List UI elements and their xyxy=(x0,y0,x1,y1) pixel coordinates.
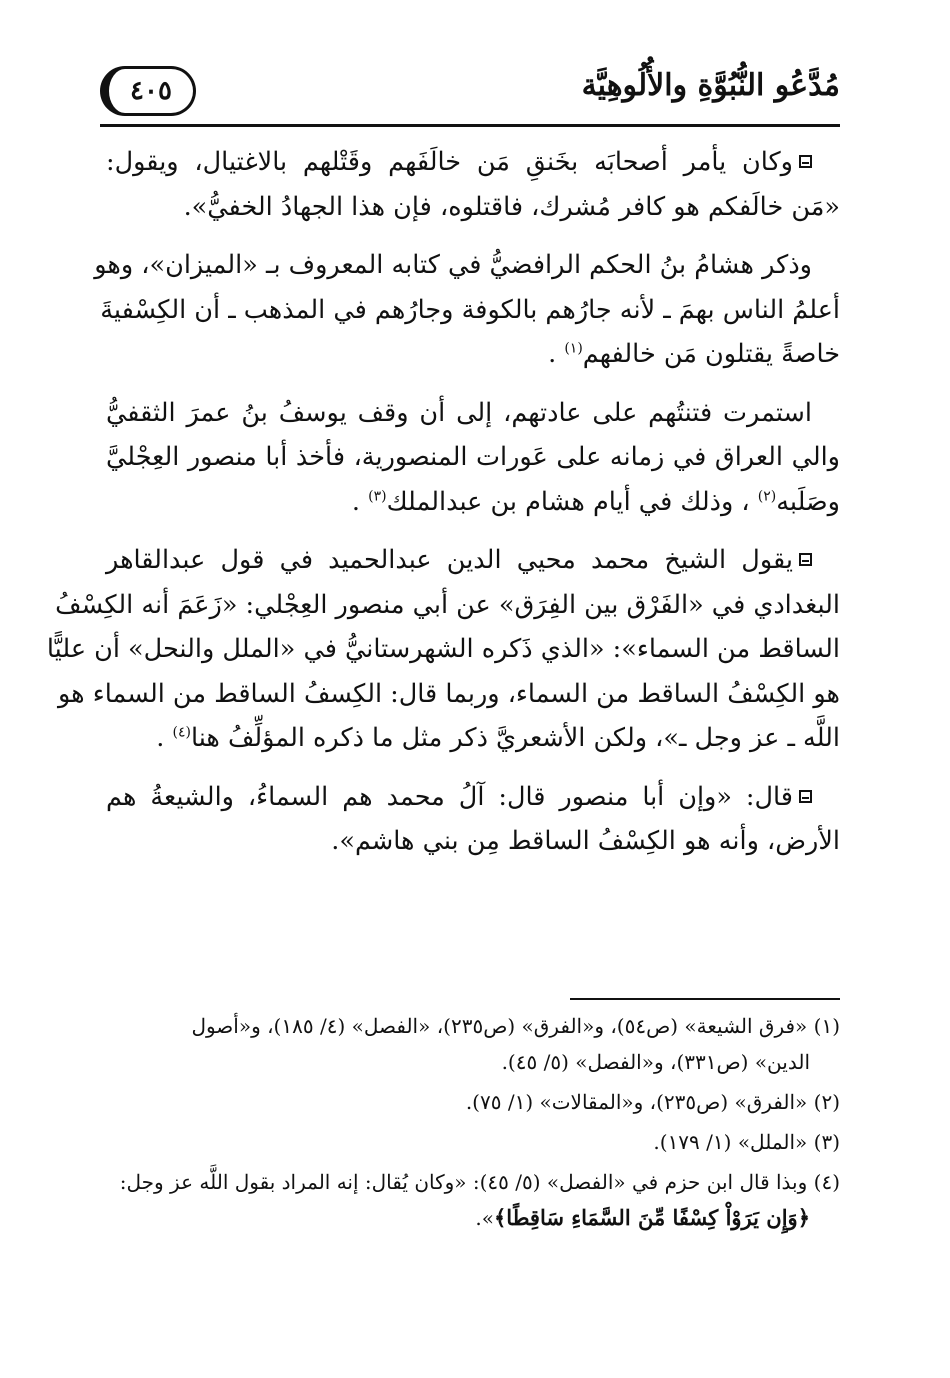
paragraph-2-line-3: خاصةً يقتلون مَن خالفهم xyxy=(582,339,840,369)
bullet-box-icon xyxy=(799,155,812,168)
paragraph-2 xyxy=(94,243,840,377)
paragraph-4-end: . xyxy=(156,723,165,753)
paragraph-2-end: . xyxy=(548,339,557,369)
paragraph-4-line-3: الساقط من السماء»: «الذي ذَكره الشهرستانيُّ في «الملل والنحل» أن عليًّا xyxy=(46,634,840,664)
paragraph-4-line-4: هو الكِسْفُ الساقط من السماء، وربما قال: الكِسفُ الساقط من السماء هو xyxy=(58,678,840,709)
paragraph-4-line-1: يقول الشيخ محمد محيي الدين عبدالحميد في قول عبدالقاهر xyxy=(106,545,793,575)
footnotes xyxy=(106,1008,840,1240)
paragraph-5-line-2: الأرض، وأنه هو الكِسْفُ الساقط مِن بني هاشم». xyxy=(331,826,840,856)
paragraph-5-line-1: قال: «وإن أبا منصور قال: آلُ محمد هم السماءُ، والشيعةُ هم xyxy=(106,781,793,812)
running-title: مُدَّعُو النُّبُوَّةِ والأُلُوهِيَّة xyxy=(581,68,840,103)
page-number: ٤٠٥ xyxy=(100,66,196,116)
footnote-3-line-1: (٣) «الملل» (١/ ١٧٩). xyxy=(653,1130,840,1154)
footnote-1-line-2: الدين» (ص٣٣١)، و«الفصل» (٥/ ٤٥). xyxy=(501,1050,810,1074)
page-header xyxy=(100,60,840,128)
quran-verse: ﴿وَإِن يَرَوْاْ كِسْفًا مِّنَ السَّمَاءِ سَاقِطًا﴾ xyxy=(494,1205,810,1230)
paragraph-3-line-1: استمرت فتنتُهم على عادتهم، إلى أن وقف يوسفُ بنُ عمرَ الثقفيُّ xyxy=(106,397,812,428)
paragraph-4-line-5: اللَّه ـ عز وجل ـ»، ولكن الأشعريَّ ذكر مثل ما ذكره المؤلِّفُ هنا xyxy=(190,723,840,753)
paragraph-1 xyxy=(106,140,840,229)
footnote-ref-1[interactable]: (١) xyxy=(564,340,583,357)
paragraph-1-line-1: وكان يأمر أصحابَه بخَنقِ مَن خالَفَهم وقَتْلهم بالاغتيال، ويقول: xyxy=(106,147,793,177)
paragraph-1-line-2: «مَن خالَفكم هو كافر مُشرك، فاقتلوه، فإن هذا الجهادُ الخفيُّ». xyxy=(183,191,840,222)
body-text xyxy=(46,140,840,878)
bullet-box-icon xyxy=(799,790,812,803)
footnote-ref-3[interactable]: (٣) xyxy=(368,488,387,504)
paragraph-5 xyxy=(106,775,840,864)
footnote-1-line-1: (١) «فرق الشيعة» (ص٥٤)، و«الفرق» (ص٢٣٥)، «الفصل» (٤/ ١٨٥)، و«أصول xyxy=(191,1014,840,1038)
paragraph-4 xyxy=(46,538,840,761)
footnote-2 xyxy=(106,1084,840,1120)
footnote-2-line-1: (٢) «الفرق» (ص٢٣٥)، و«المقالات» (١/ ٧٥). xyxy=(465,1090,840,1114)
header-rule xyxy=(100,124,840,127)
bullet-box-icon xyxy=(799,553,812,566)
footnote-4 xyxy=(106,1164,840,1236)
paragraph-3-end: . xyxy=(351,486,360,517)
footnote-1 xyxy=(106,1008,840,1080)
footnote-3 xyxy=(106,1124,840,1160)
paragraph-3-line-3a: وصَلَبه xyxy=(776,486,840,517)
paragraph-3-line-2: والي العراق في زمانه على عَورات المنصورية، فأخذ أبا منصور العِجْليَّ xyxy=(106,442,840,472)
footnote-ref-2[interactable]: (٢) xyxy=(757,488,777,504)
footnote-4-end: ». xyxy=(475,1206,494,1230)
paragraph-3 xyxy=(106,391,840,525)
footnote-ref-4[interactable]: (٤) xyxy=(172,724,191,741)
paragraph-2-line-1: وذكر هشامُ بنُ الحكم الرافضيُّ في كتابه المعروف بـ «الميزان»، وهو xyxy=(94,250,812,280)
paragraph-3-line-3b: ، وذلك في أيام هشام بن عبدالملك xyxy=(386,486,750,517)
footnote-4-line-1: (٤) وبذا قال ابن حزم في «الفصل» (٥/ ٤٥): «وكان يُقال: إنه المراد بقول اللَّه عز وجل: xyxy=(119,1170,840,1194)
paragraph-4-line-2: البغدادي في «الفَرْق بين الفِرَق» عن أبي منصور العِجْلي: «زَعَمَ أنه الكِسْفُ xyxy=(55,589,840,620)
footnote-separator xyxy=(570,998,840,1000)
paragraph-2-line-2: أعلمُ الناس بهمَ ـ لأنه جارُهم بالكوفة وجارُهم في المذهب ـ أن الكِسْفيةَ xyxy=(100,294,840,325)
